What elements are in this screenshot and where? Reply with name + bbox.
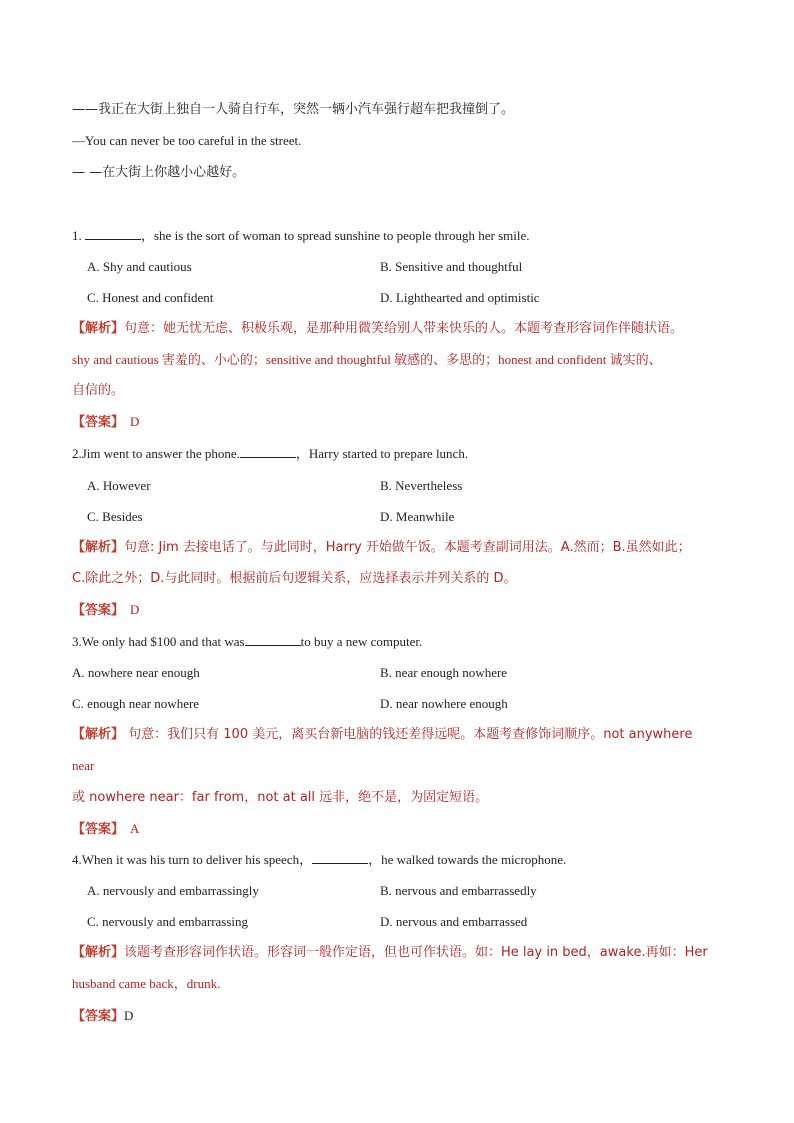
q3-option-d: D. near nowhere enough [380,696,508,711]
q2-analysis-line-1 [72,539,691,557]
q1-analysis-tag: 【解析】 [72,321,125,336]
q2-answer [72,601,139,620]
q2-blank [240,445,296,458]
q1-analysis-line-3: 自信的。 [72,383,125,398]
q1-answer-value: D [130,414,140,429]
q3-answer [72,820,139,839]
q4-option-d: D. nervous and embarrassed [380,914,528,929]
q4-analysis-text-1: 该题考查形容词作状语。形容词一般作定语，但也可作状语。如：He lay in bed，awake.再如：Her [124,945,708,960]
q4-analysis-line-1 [72,944,708,962]
q4-stem [72,851,566,869]
q4-analysis-tag: 【解析】 [72,945,125,960]
q3-analysis-tag: 【解析】 [72,727,125,742]
q3-analysis-line-1 [72,726,692,744]
q2-option-c: C. Besides [87,509,143,524]
q4-option-a: A. nervously and embarrassingly [87,883,259,898]
q1-analysis-line-2: shy and cautious 害羞的、小心的；sensitive and thoughtful 敏感的、多思的；honest and confident 诚实的、 [72,352,662,367]
q4-answer [72,1007,133,1026]
q3-answer-value: A [130,821,140,836]
q1-stem [72,227,530,245]
q1-option-d: D. Lighthearted and optimistic [380,290,540,305]
q4-analysis-line-2: husband came back，drunk. [72,976,221,991]
q1-option-c: C. Honest and confident [87,290,214,305]
q3-analysis-line-2: near [72,758,95,773]
q3-blank [245,633,301,646]
q2-stem-suffix: ，Harry started to prepare lunch. [295,446,469,461]
q2-option-a: A. However [87,478,151,493]
q2-analysis-tag: 【解析】 [72,540,125,555]
intro-line-3: — —在大街上你越小心越好。 [72,165,246,180]
q1-analysis-text-1: 句意：她无忧无虑、积极乐观，是那种用微笑给别人带来快乐的人。本题考查形容词作伴随状语。 [124,321,684,336]
q3-stem-suffix: to buy a new computer. [300,634,423,649]
q2-analysis-text-1: 句意: Jim 去接电话了。与此同时，Harry 开始做午饭。本题考查副词用法。A.然而；B.虽然如此； [124,540,691,555]
intro-line-1: ——我正在大街上独自一人骑自行车，突然一辆小汽车强行超车把我撞倒了。 [72,102,515,117]
q3-answer-tag: 【答案】 [72,822,125,837]
q1-option-b: B. Sensitive and thoughtful [380,259,523,274]
q4-stem-suffix: ，he walked towards the microphone. [368,852,567,867]
q4-option-b: B. nervous and embarrassedly [380,883,537,898]
intro-line-2: —You can never be too careful in the street. [72,133,302,148]
q3-stem-prefix: 3.We only had $100 and that was [72,634,245,649]
q3-analysis-text-1: 句意：我们只有 100 美元，离买台新电脑的钱还差得远呢。本题考查修饰词顺序。not anywhere [124,727,693,742]
q1-blank [85,227,141,240]
q4-blank [312,851,368,864]
q3-option-a: A. nowhere near enough [72,665,200,680]
q4-answer-tag: 【答案】 [72,1009,125,1024]
q3-stem [72,633,422,651]
q1-analysis-line-1 [72,320,683,338]
q1-stem-suffix: ，she is the sort of woman to spread sunshine to people through her smile. [141,228,530,243]
q1-option-a: A. Shy and cautious [87,259,192,274]
q1-answer-tag: 【答案】 [72,415,125,430]
q3-option-c: C. enough near nowhere [72,696,200,711]
q4-stem-prefix: 4.When it was his turn to deliver his speech， [72,852,313,867]
q2-option-d: D. Meanwhile [380,509,455,524]
q2-stem-prefix: 2.Jim went to answer the phone. [72,446,240,461]
q2-analysis-line-2: C.除此之外；D.与此同时。根据前后句逻辑关系，应选择表示并列关系的 D。 [72,571,517,586]
q3-option-b: B. near enough nowhere [380,665,508,680]
q4-option-c: C. nervously and embarrassing [87,914,249,929]
q2-answer-tag: 【答案】 [72,603,125,618]
q2-option-b: B. Nevertheless [380,478,463,493]
q4-answer-value: D [124,1008,134,1023]
q2-stem [72,445,468,463]
q3-analysis-line-3: 或 nowhere near：far from，not at all 远非，绝不是，为固定短语。 [72,790,489,805]
q1-answer [72,413,139,432]
q2-answer-value: D [130,602,140,617]
q1-stem-prefix: 1. [72,228,85,243]
